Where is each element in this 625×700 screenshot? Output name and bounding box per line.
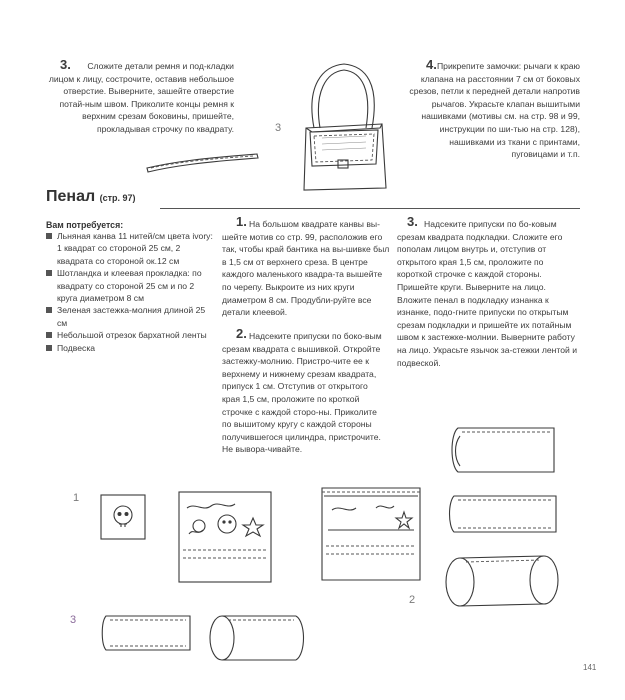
bag-illustration [292, 56, 398, 196]
step1-block [222, 214, 390, 319]
step2-block [222, 326, 387, 456]
requirements-title: Вам потребуется: [46, 220, 124, 230]
requirement-item: Льняная канва 11 нитей/см цвета ivory: 1 квадрат со стороной 25 см, 2 квадрата со стороной ок.12 см [46, 230, 216, 267]
section-title [46, 188, 136, 206]
step3-number: 3. [407, 214, 418, 229]
section-page-ref: (стр. 97) [99, 193, 136, 203]
requirement-item: Зеленая застежка-молния длиной 25 см [46, 304, 216, 329]
requirement-item: Шотландка и клеевая прокладка: по квадрату со стороной 25 см и по 2 круга диаметром 8 см [46, 267, 216, 304]
pencase-flat-illustration [444, 416, 562, 476]
strap-text: Сложите детали ремня и под-кладки лицом к лицу, сострочите, оставив небольшое отверстие. Выверните, зашейте отверстие потай-ным швом. Приколите концы ремня к верхним срезам боковины, пришейте, прокладывая строчку по квадрату. [48, 61, 234, 134]
section-divider [160, 208, 580, 209]
requirement-item: Подвеска [46, 342, 216, 354]
finished-pencase-illustration [204, 608, 308, 666]
requirement-item: Небольшой отрезок бархатной ленты [46, 329, 216, 341]
requirements-list [46, 230, 216, 354]
page-number: 141 [583, 663, 597, 672]
embroidered-square-illustration [175, 488, 275, 586]
zipper-square-illustration [318, 484, 424, 584]
step3-block [397, 214, 580, 369]
bag-figure-number: 3 [275, 122, 282, 134]
figure-3-number: 3 [70, 614, 77, 626]
figure-1-number: 1 [73, 492, 80, 504]
strap-step-number: 3. [60, 57, 71, 72]
pencase-folded-illustration [444, 488, 562, 540]
clasp-step-number: 4. [426, 57, 437, 72]
step1-text: На большом квадрате канвы вы-шейте мотив со стр. 99, расположив его так, чтобы край бантика на вы-шивке был в 1,5 см от верхнего среза. В центре каждого маленького квадра-та вышейте по черепу. Выкроите из них круги диаметром 8 см. Продубли-руйте все детали клеевой. [222, 219, 390, 318]
strap-illustration [143, 148, 261, 174]
step3-text: Надсеките припуски по бо-ковым срезам квадрата подкладки. Сложите его пополам лицом внутрь и, отступив от открытого края 1,5 см, проложите по короткой строчке с каждой стороны. Пришейте круги. Выверните на лицо. Вложите пенал в подкладку изнанка к изнанке, подо-гните припуски по открытым срезам подкладки и пришейте их потайным швом к застежке-молнии. Выверните работу на лицо. Украсьте язычок за-стежки лентой и подвеской. [397, 219, 578, 368]
strap-instruction [46, 57, 234, 136]
requirements-block [46, 220, 216, 354]
step1-number: 1. [236, 214, 247, 229]
clasp-instruction [405, 57, 580, 161]
lining-folded-illustration [98, 608, 196, 658]
skull-square-illustration [98, 492, 148, 542]
step2-number: 2. [236, 326, 247, 341]
step2-text: Надсеките припуски по боко-вым срезам квадрата с вышивкой. Откройте застежку-молнию. Пристро-чите ее к верхнему и нижнему срезам квадрата, припуск 1 см. Отступив от открытого края 1,5 см, проложите по кроткой строчке с каждой сторо-ны. Приколите по вышитому кругу с каждой стороны получившегося цилиндра, пристрочите. Не вывора-чивайте. [222, 331, 382, 455]
pencase-cylinder-illustration [440, 548, 562, 614]
section-title-text: Пенал [46, 188, 96, 205]
figure-2-number: 2 [409, 594, 416, 606]
clasp-text: Прикрепите замочки: рычаги к краю клапана на расстоянии 7 см от боковых срезов, петли к передней детали напротив рычагов. Украсьте клапан вышитыми нашивками (мотивы см. на стр. 98 и 99, инструкции по ши-тью на стр. 128), нашивками из ткани с принтами, пуговицами и т.п. [409, 61, 580, 160]
